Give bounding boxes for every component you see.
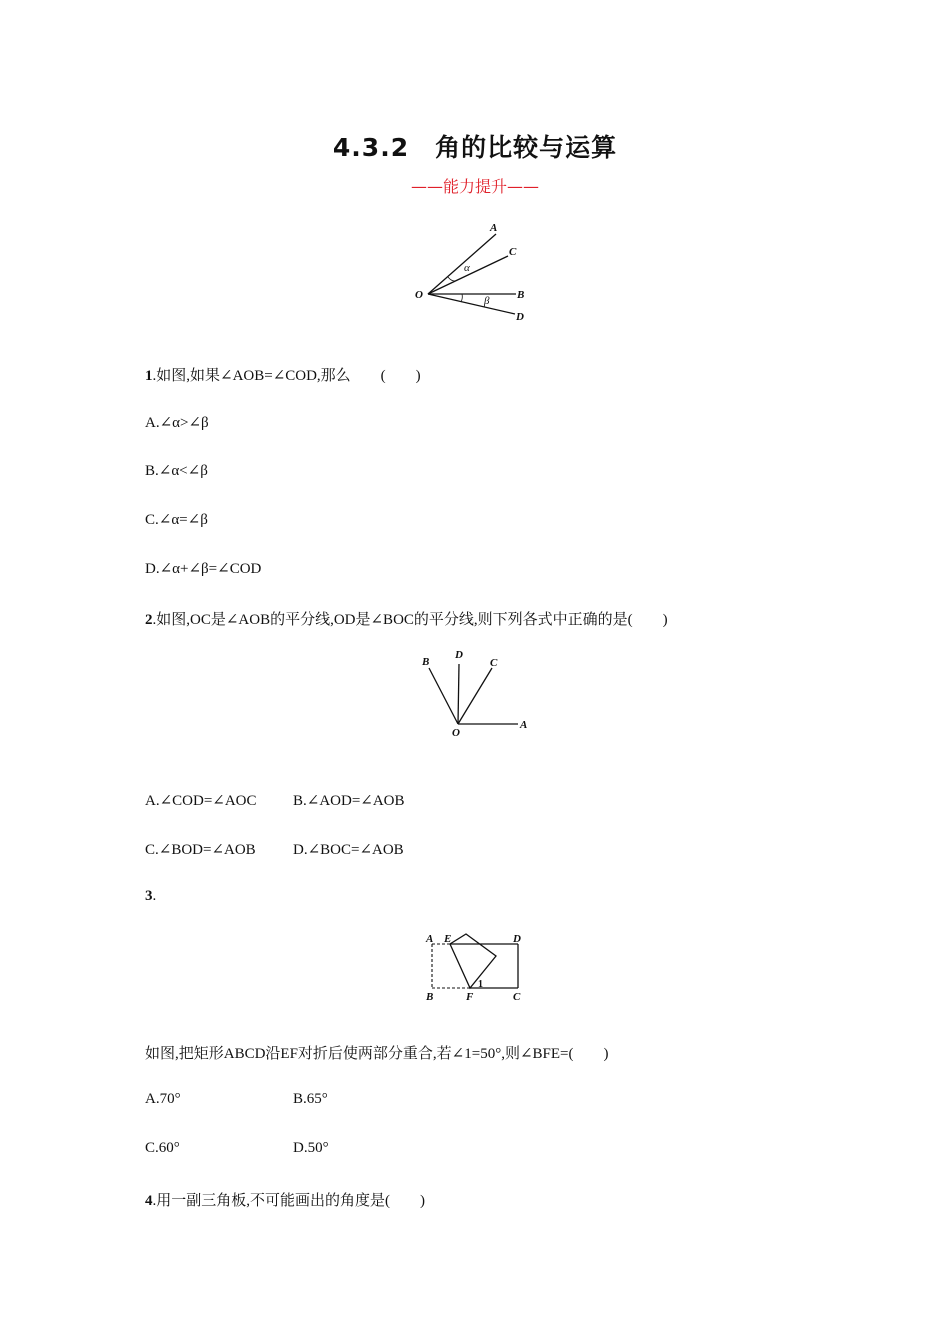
label-angle-1: 1 xyxy=(478,979,483,990)
label-A: A xyxy=(490,222,498,234)
label-D: D xyxy=(455,649,463,661)
q1-option-b: B.∠α<∠β xyxy=(145,463,208,479)
q1-option-d: D.∠α+∠β=∠COD xyxy=(145,561,262,577)
q3-stem: 如图,把矩形ABCD沿EF对折后使两部分重合,若∠1=50°,则∠BFE=( ) xyxy=(145,1046,609,1062)
label-E: E xyxy=(444,933,452,945)
label-C: C xyxy=(490,657,498,669)
ray-OD xyxy=(428,294,515,314)
q3-option-b: B.65° xyxy=(293,1091,328,1107)
ray-OB xyxy=(429,668,458,724)
q2-option-c: C.∠BOD=∠AOB xyxy=(145,842,256,858)
page-title: 4.3.2 角的比较与运算 xyxy=(332,133,618,162)
label-B: B xyxy=(517,289,525,301)
q3-option-a: A.70° xyxy=(145,1091,181,1107)
q2-option-d: D.∠BOC=∠AOB xyxy=(293,842,404,858)
q3-option-d: D.50° xyxy=(293,1140,329,1156)
label-B: B xyxy=(422,656,430,668)
label-D: D xyxy=(513,933,521,945)
q2-option-a: A.∠COD=∠AOC xyxy=(145,793,257,809)
figure-q1 xyxy=(410,218,540,328)
figure-q3 xyxy=(420,924,532,1006)
ray-OD xyxy=(458,664,459,724)
label-D: D xyxy=(516,311,524,323)
q1-option-c: C.∠α=∠β xyxy=(145,512,208,528)
label-O: O xyxy=(452,727,460,739)
label-F: F xyxy=(466,991,474,1003)
q1-stem: 1.如图,如果∠AOB=∠COD,那么 ( ) xyxy=(145,368,421,384)
ray-OC xyxy=(458,668,492,724)
section-subtitle: ——能力提升—— xyxy=(410,177,539,196)
label-A: A xyxy=(426,933,434,945)
q3-number: 3. xyxy=(145,888,157,904)
label-O: O xyxy=(415,289,423,301)
angle-alpha-arc xyxy=(448,277,455,281)
label-A: A xyxy=(520,719,528,731)
ray-OA xyxy=(428,234,496,294)
q4-stem: 4.用一副三角板,不可能画出的角度是( ) xyxy=(145,1193,425,1209)
figure-q2 xyxy=(412,644,538,740)
label-B: B xyxy=(426,991,434,1003)
label-C: C xyxy=(513,991,521,1003)
q2-stem: 2.如图,OC是∠AOB的平分线,OD是∠BOC的平分线,则下列各式中正确的是( ) xyxy=(145,612,668,628)
label-beta: β xyxy=(484,295,490,307)
q3-option-c: C.60° xyxy=(145,1140,180,1156)
folded-part xyxy=(450,934,496,988)
q1-option-a: A.∠α>∠β xyxy=(145,415,209,431)
angle-beta-arc xyxy=(461,294,462,302)
q2-option-b: B.∠AOD=∠AOB xyxy=(293,793,405,809)
label-alpha: α xyxy=(464,262,470,274)
label-C: C xyxy=(509,246,517,258)
